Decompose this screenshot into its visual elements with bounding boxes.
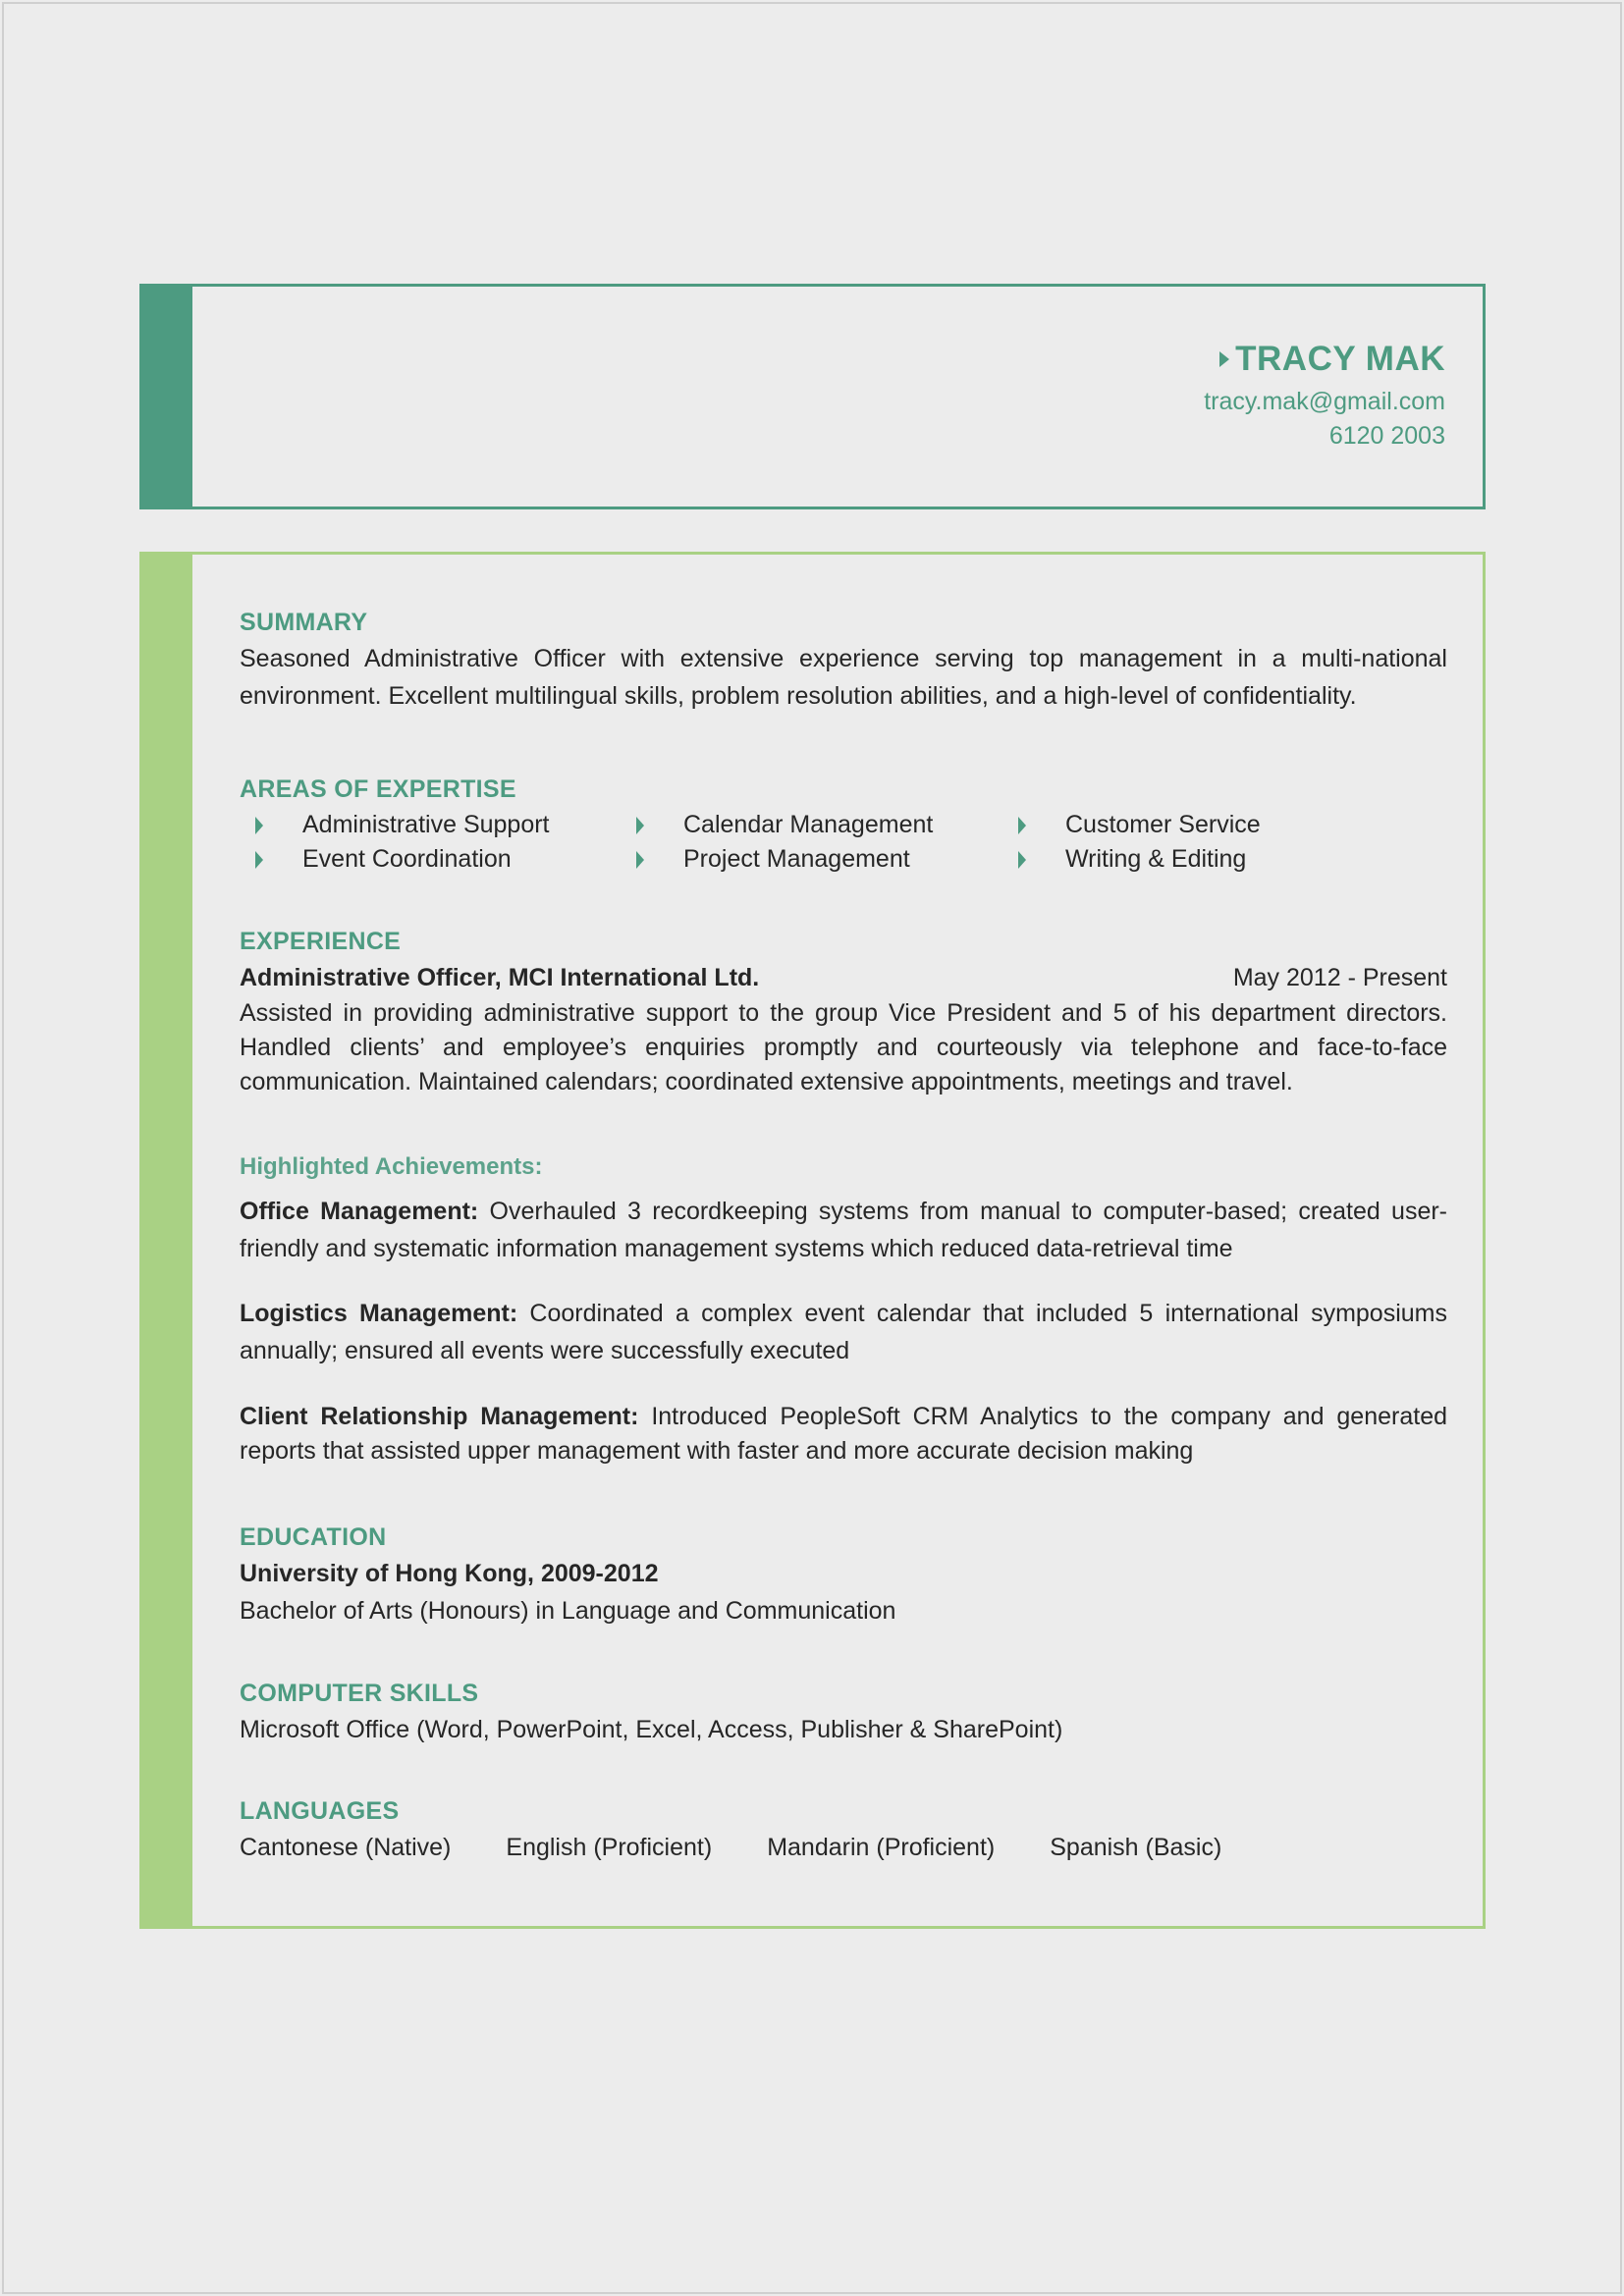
contact-block xyxy=(1204,340,1445,454)
summary-text: Seasoned Administrative Officer with extensive experience serving top management in a multi-national environment. Excellent multilingual skills, problem resolution abilities, and a high-level of confidentiality. xyxy=(240,645,1447,710)
body-accent-bar xyxy=(142,555,192,1926)
computer-skills-section xyxy=(240,1680,1447,1748)
language-item: Mandarin (Proficient) xyxy=(767,1834,996,1861)
experience-heading: EXPERIENCE xyxy=(240,928,402,955)
language-item: Cantonese (Native) xyxy=(240,1834,452,1861)
computer-skills-text: Microsoft Office (Word, PowerPoint, Excel, Access, Publisher & SharePoint) xyxy=(240,1716,1063,1743)
achievement-label: Logistics Management: xyxy=(240,1300,518,1327)
job-title: Administrative Officer, MCI International Ltd. xyxy=(240,964,760,991)
achievement-item xyxy=(240,1193,1447,1267)
achievement-label: Client Relationship Management: xyxy=(240,1403,639,1430)
expertise-item: Customer Service xyxy=(1002,808,1297,842)
expertise-item: Calendar Management xyxy=(621,808,1002,842)
computer-skills-heading: COMPUTER SKILLS xyxy=(240,1680,479,1707)
triangle-bullet-icon xyxy=(255,817,263,834)
achievement-text: Introduced PeopleSoft CRM Analytics to the company and generated reports that assisted upper management with faster and more accurate decision making xyxy=(240,1403,1447,1465)
achievement-label: Office Management: xyxy=(240,1198,479,1225)
expertise-item: Writing & Editing xyxy=(1002,842,1297,877)
email[interactable]: tracy.mak@gmail.com xyxy=(1204,388,1445,415)
triangle-bullet-icon xyxy=(255,851,263,869)
expertise-item: Administrative Support xyxy=(240,808,621,842)
expertise-heading: AREAS OF EXPERTISE xyxy=(240,775,516,803)
resume-body-card xyxy=(139,552,1486,1929)
candidate-name xyxy=(1204,340,1445,379)
education-degree: Bachelor of Arts (Honours) in Language and Communication xyxy=(240,1597,896,1625)
language-item: English (Proficient) xyxy=(506,1834,713,1861)
achievements-heading: Highlighted Achievements: xyxy=(240,1153,543,1180)
achievement-item xyxy=(240,1400,1447,1468)
languages-section xyxy=(240,1797,1447,1866)
header-card xyxy=(139,284,1486,509)
achievement-text: Overhauled 3 recordkeeping systems from manual to computer-based; created user-friendly and systematic information management systems which reduced data-retrieval time xyxy=(240,1198,1447,1262)
expertise-item: Event Coordination xyxy=(240,842,621,877)
languages-heading: LANGUAGES xyxy=(240,1797,400,1825)
job-dates: May 2012 - Present xyxy=(1232,964,1447,991)
candidate-name-text: TRACY MAK xyxy=(1235,340,1445,378)
expertise-grid xyxy=(240,808,1447,877)
phone: 6120 2003 xyxy=(1328,422,1445,450)
experience-section xyxy=(240,928,1447,1099)
achievement-text: Coordinated a complex event calendar that included 5 international symposiums annually; ensured all events were successfully executed xyxy=(240,1300,1447,1364)
triangle-bullet-icon xyxy=(1018,851,1026,869)
summary-heading: SUMMARY xyxy=(240,609,368,636)
expertise-item: Project Management xyxy=(621,842,1002,877)
summary-section xyxy=(240,609,1447,715)
education-school: University of Hong Kong, 2009-2012 xyxy=(240,1560,659,1587)
job-description: Assisted in providing administrative support to the group Vice President and 5 of his department directors. Handled clients’ and employee’s enquiries promptly and courteously via telephone and face-to-face communication. Maintained calendars; coordinated extensive appointments, meetings and travel. xyxy=(240,999,1447,1095)
education-heading: EDUCATION xyxy=(240,1523,387,1551)
expertise-section xyxy=(240,775,1447,877)
triangle-bullet-icon xyxy=(1219,351,1229,367)
triangle-bullet-icon xyxy=(636,817,644,834)
achievement-item xyxy=(240,1295,1447,1369)
job-header xyxy=(240,959,1447,996)
achievements-section xyxy=(240,1153,1447,1468)
language-item: Spanish (Basic) xyxy=(1050,1834,1222,1861)
education-section xyxy=(240,1523,1447,1629)
languages-list xyxy=(240,1829,1447,1866)
header-accent-bar xyxy=(142,287,192,507)
triangle-bullet-icon xyxy=(1018,817,1026,834)
triangle-bullet-icon xyxy=(636,851,644,869)
